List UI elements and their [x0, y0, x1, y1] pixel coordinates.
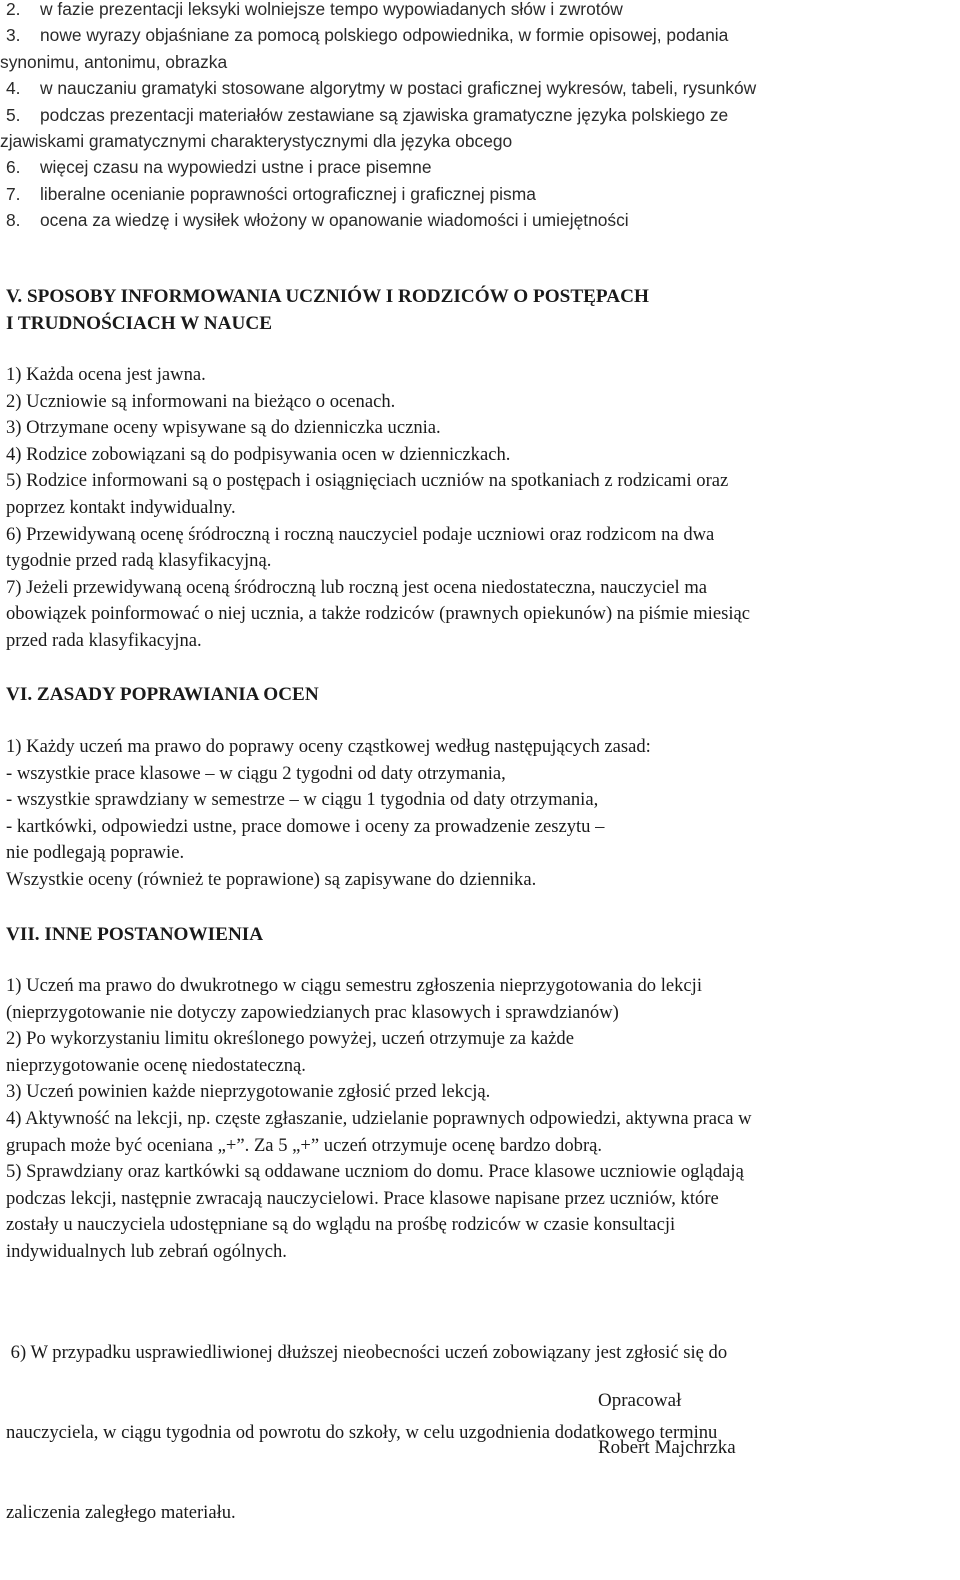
paragraph-line: 5) Sprawdziany oraz kartkówki są oddawane uczniom do domu. Prace klasowe uczniowie oglądają — [6, 1161, 744, 1183]
paragraph-line: zostały u nauczyciela udostępniane są do wglądu na prośbę rodziców w czasie konsultacji — [6, 1214, 676, 1236]
paragraph-line: Wszystkie oceny (również te poprawione) są zapisywane do dziennika. — [6, 868, 537, 890]
paragraph-line: zaliczenia zaległego materiału. — [6, 1501, 236, 1523]
section-vi-body — [6, 734, 952, 894]
paragraph-line: 4) Aktywność na lekcji, np. częste zgłaszanie, udzielanie poprawnych odpowiedzi, aktywna praca w — [6, 1107, 752, 1129]
paragraph-line: 5) Rodzice informowani są o postępach i osiągnięciach uczniów na spotkaniach z rodzicami oraz — [6, 470, 729, 492]
list-item: 4. w nauczaniu gramatyki stosowane algorytmy w postaci graficznej wykresów, tabeli, rysunków — [6, 78, 757, 99]
paragraph-line: - wszystkie prace klasowe – w ciągu 2 tygodni od daty otrzymania, — [6, 762, 506, 784]
list-item: 7. liberalne ocenianie poprawności ortograficznej i graficznej pisma — [6, 183, 536, 204]
paragraph-line: przed rada klasyfikacyjna. — [6, 629, 202, 651]
paragraph-line: 2) Po wykorzystaniu limitu określonego powyżej, uczeń otrzymuje za każde — [6, 1028, 574, 1050]
paragraph-line: podczas lekcji, następnie zwracają nauczycielowi. Prace klasowe napisane przez uczniów, które — [6, 1187, 719, 1209]
paragraph-line: nieprzygotowanie ocenę niedostateczną. — [6, 1054, 306, 1076]
paragraph-line: 1) Uczeń ma prawo do dwukrotnego w ciągu semestru zgłoszenia nieprzygotowania do lekcji — [6, 975, 703, 996]
section-heading-vii: VII. INNE POSTANOWIENIA — [6, 924, 264, 945]
list-item: 2. w fazie prezentacji leksyki wolniejsze tempo wypowiadanych słów i zwrotów — [6, 0, 623, 19]
paragraph-line: 3) Otrzymane oceny wpisywane są do dzienniczka ucznia. — [6, 417, 441, 439]
signature-label: Opracował — [598, 1390, 682, 1411]
list-item-continuation: synonimu, antonimu, obrazka — [0, 51, 228, 72]
list-item: 8. ocena za wiedzę i wysiłek włożony w opanowanie wiadomości i umiejętności — [6, 210, 629, 231]
paragraph-line: obowiązek poinformować o niej ucznia, a także rodziców (prawnych opiekunów) na piśmie miesiąc — [6, 603, 750, 625]
section-heading-v: V. SPOSOBY INFORMOWANIA UCZNIÓW I RODZICÓW O POSTĘPACH I TRUDNOŚCIACH W NAUCE — [6, 286, 649, 334]
list-item-continuation: zjawiskami gramatycznymi charakterystycznymi dla języka obcego — [0, 131, 513, 152]
paragraph-line: - kartkówki, odpowiedzi ustne, prace domowe i oceny za prowadzenie zeszytu – — [6, 815, 605, 837]
section-v-body — [6, 362, 952, 655]
section-vii-body — [6, 973, 952, 1266]
paragraph-line: 4) Rodzice zobowiązani są do podpisywania ocen w dzienniczkach. — [6, 443, 511, 465]
paragraph-line: nie podlegają poprawie. — [6, 842, 185, 864]
paragraph-line: 6) W przypadku usprawiedliwionej dłuższej nieobecności uczeń zobowiązany jest zgłosić się do — [6, 1342, 728, 1364]
paragraph-line: 6) Przewidywaną ocenę śródroczną i roczną nauczyciel podaje uczniowi oraz rodzicom na dwa — [6, 523, 715, 545]
paragraph-line: 2) Uczniowie są informowani na bieżąco o ocenach. — [6, 390, 396, 412]
paragraph-line: 7) Jeżeli przewidywaną oceną śródroczną lub roczną jest ocena niedostateczna, nauczyciel ma — [6, 576, 708, 598]
paragraph-line: 1) Każdy uczeń ma prawo do poprawy oceny cząstkowej według następujących zasad: — [6, 736, 651, 757]
paragraph-line: nauczyciela, w ciągu tygodnia od powrotu do szkoły, w celu uzgodnienia dodatkowego terminu — [6, 1421, 718, 1443]
adaptations-list — [0, 0, 958, 234]
paragraph-line: tygodnie przed radą klasyfikacyjną. — [6, 550, 272, 572]
list-item: 5. podczas prezentacji materiałów zestawiane są zjawiska gramatyczne języka polskiego ze — [6, 104, 729, 125]
section-vii-body-b — [6, 1287, 952, 1580]
paragraph-line: 1) Każda ocena jest jawna. — [6, 364, 206, 385]
paragraph-line: - wszystkie sprawdziany w semestrze – w ciągu 1 tygodnia od daty otrzymania, — [6, 789, 599, 811]
section-heading-vi: VI. ZASADY POPRAWIANIA OCEN — [6, 684, 319, 705]
signature-name: Robert Majchrzka — [598, 1437, 736, 1458]
paragraph-line: poprzez kontakt indywidualny. — [6, 496, 236, 518]
list-item: 3. nowe wyrazy objaśniane za pomocą polskiego odpowiednika, w formie opisowej, podania — [6, 25, 729, 46]
list-item: 6. więcej czasu na wypowiedzi ustne i prace pisemne — [6, 157, 432, 178]
paragraph-line: 3) Uczeń powinien każde nieprzygotowanie zgłosić przed lekcją. — [6, 1081, 491, 1103]
paragraph-line: indywidualnych lub zebrań ogólnych. — [6, 1240, 287, 1262]
paragraph-line: (nieprzygotowanie nie dotyczy zapowiedzianych prac klasowych i sprawdzianów) — [6, 1001, 619, 1023]
paragraph-line: grupach może być oceniana „+”. Za 5 „+” uczeń otrzymuje ocenę bardzo dobrą. — [6, 1134, 603, 1156]
